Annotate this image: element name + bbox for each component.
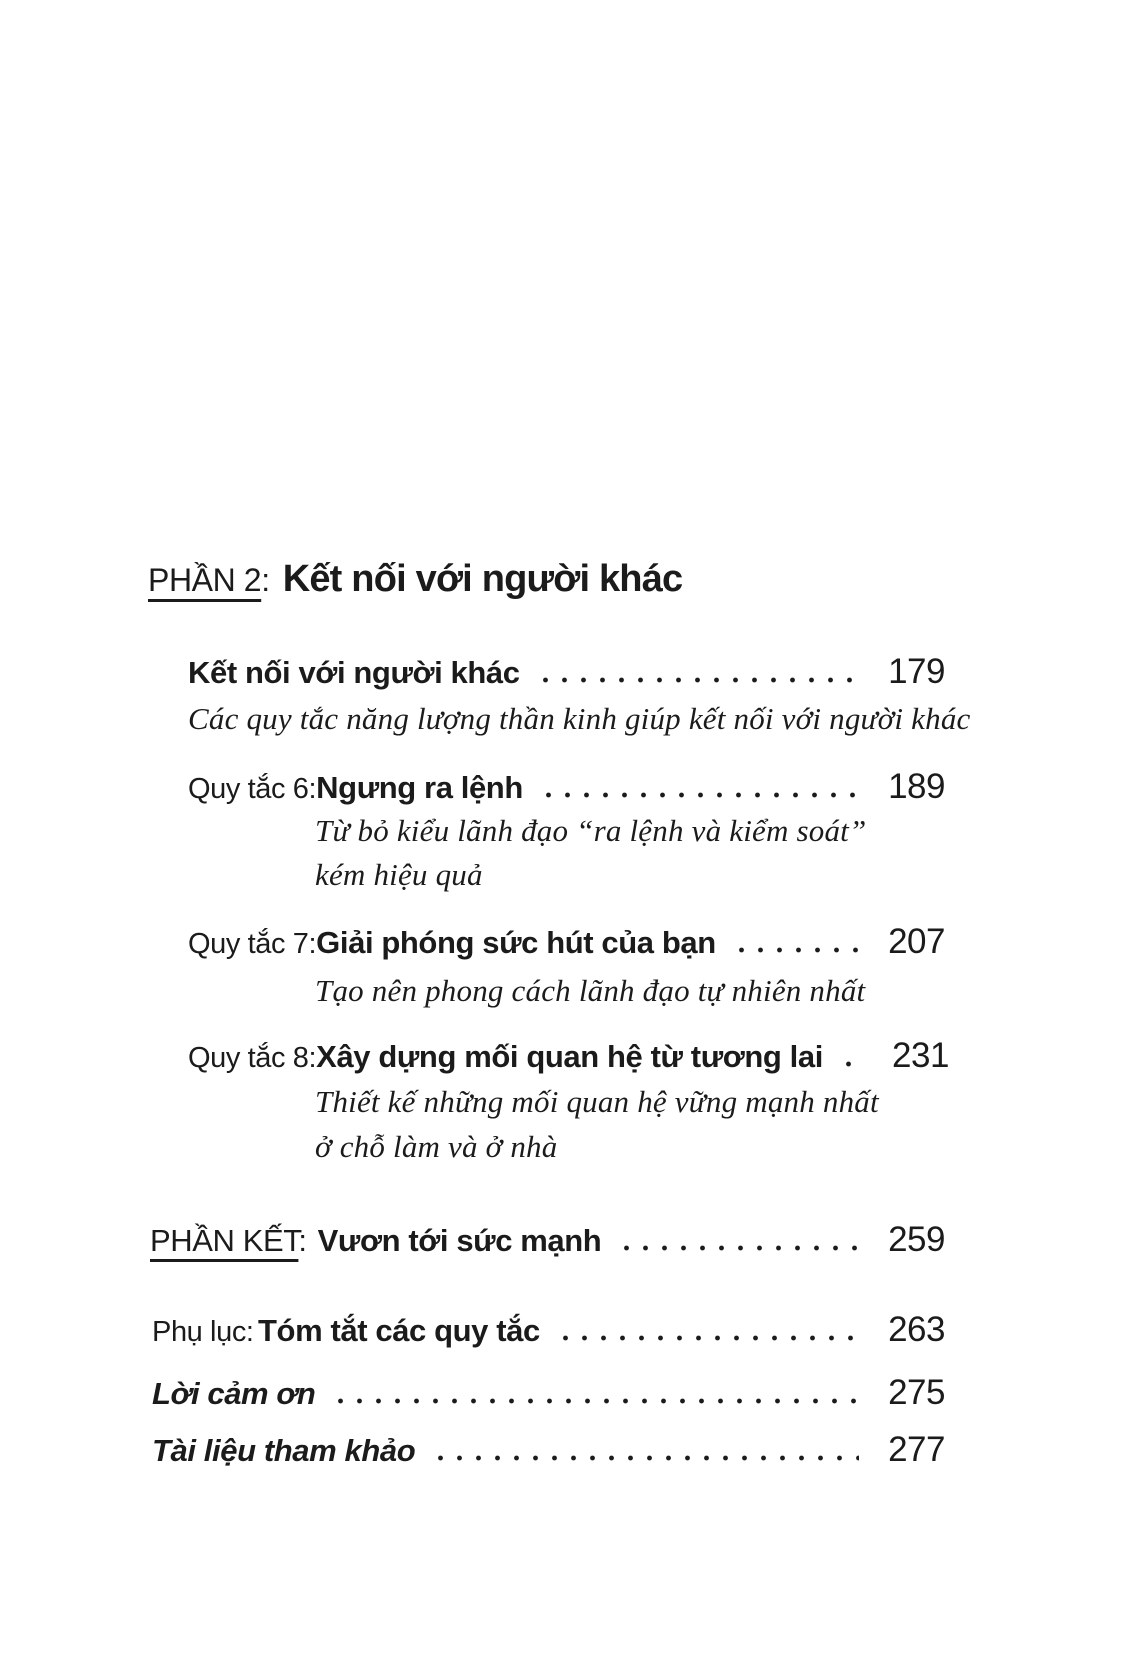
closing-separator: : bbox=[298, 1223, 307, 1258]
toc-entry-subtitle: Các quy tắc năng lượng thần kinh giúp kết nối với người khác bbox=[188, 701, 971, 736]
toc-entry-row bbox=[188, 920, 945, 966]
page-number: 207 bbox=[888, 922, 945, 961]
toc-entry-subtitle: kém hiệu quả bbox=[315, 857, 483, 892]
dot-leader bbox=[732, 947, 859, 953]
part-heading-label bbox=[148, 557, 270, 603]
toc-entry-subtitle: Tạo nên phong cách lãnh đạo tự nhiên nhất bbox=[315, 973, 866, 1008]
toc-entry-title: Kết nối với người khác bbox=[188, 655, 520, 690]
dot-leader bbox=[536, 677, 859, 683]
toc-entry-label: Quy tắc 8: bbox=[188, 1042, 317, 1074]
page-number: 231 bbox=[892, 1036, 949, 1075]
part-heading-label-text: PHẦN 2 bbox=[148, 562, 262, 598]
toc-backmatter-row bbox=[152, 1371, 945, 1416]
toc-entry-subtitle: Từ bỏ kiểu lãnh đạo “ra lệnh và kiểm soát” bbox=[315, 813, 867, 848]
toc-entry-subtitle: Thiết kế những mối quan hệ vững mạnh nhất bbox=[315, 1084, 879, 1119]
toc-entry-title: Giải phóng sức hút của bạn bbox=[316, 925, 716, 960]
part-heading-title: Kết nối với người khác bbox=[282, 558, 683, 600]
toc-entry-title: Xây dựng mối quan hệ từ tương lai bbox=[316, 1039, 823, 1074]
toc-appendix-row bbox=[152, 1308, 945, 1354]
page-number: 189 bbox=[888, 767, 945, 806]
toc-entry-subtitle: ở chỗ làm và ở nhà bbox=[315, 1129, 558, 1164]
dot-leader bbox=[331, 1398, 859, 1404]
dot-leader bbox=[556, 1335, 859, 1341]
dot-leader bbox=[431, 1455, 859, 1461]
closing-label-text: PHẦN KẾT bbox=[150, 1223, 299, 1258]
backmatter-title: Lời cảm ơn bbox=[152, 1376, 316, 1411]
closing-label bbox=[150, 1219, 307, 1263]
page-number: 277 bbox=[888, 1430, 945, 1469]
toc-entry-row bbox=[188, 650, 945, 695]
dot-leader bbox=[839, 1061, 863, 1067]
dot-leader bbox=[539, 792, 859, 798]
page-number: 179 bbox=[888, 652, 945, 691]
dot-leader bbox=[617, 1245, 859, 1251]
page-number: 275 bbox=[888, 1373, 945, 1412]
toc-backmatter-row bbox=[152, 1428, 945, 1473]
page-number: 263 bbox=[888, 1310, 945, 1349]
toc-entry-label: Quy tắc 7: bbox=[188, 928, 317, 960]
toc-entry-row bbox=[188, 1034, 949, 1080]
toc-entry-label: Quy tắc 6: bbox=[188, 773, 317, 805]
page-number: 259 bbox=[888, 1220, 945, 1259]
part-heading bbox=[148, 556, 682, 603]
appendix-label: Phụ lục: bbox=[152, 1316, 254, 1348]
toc-entry-title: Ngưng ra lệnh bbox=[316, 770, 523, 805]
appendix-title: Tóm tắt các quy tắc bbox=[258, 1313, 540, 1348]
closing-title: Vươn tới sức mạnh bbox=[317, 1223, 602, 1258]
part-heading-separator: : bbox=[261, 562, 270, 598]
toc-entry-row bbox=[188, 765, 945, 811]
backmatter-title: Tài liệu tham khảo bbox=[152, 1433, 416, 1468]
toc-closing-row bbox=[150, 1218, 945, 1263]
